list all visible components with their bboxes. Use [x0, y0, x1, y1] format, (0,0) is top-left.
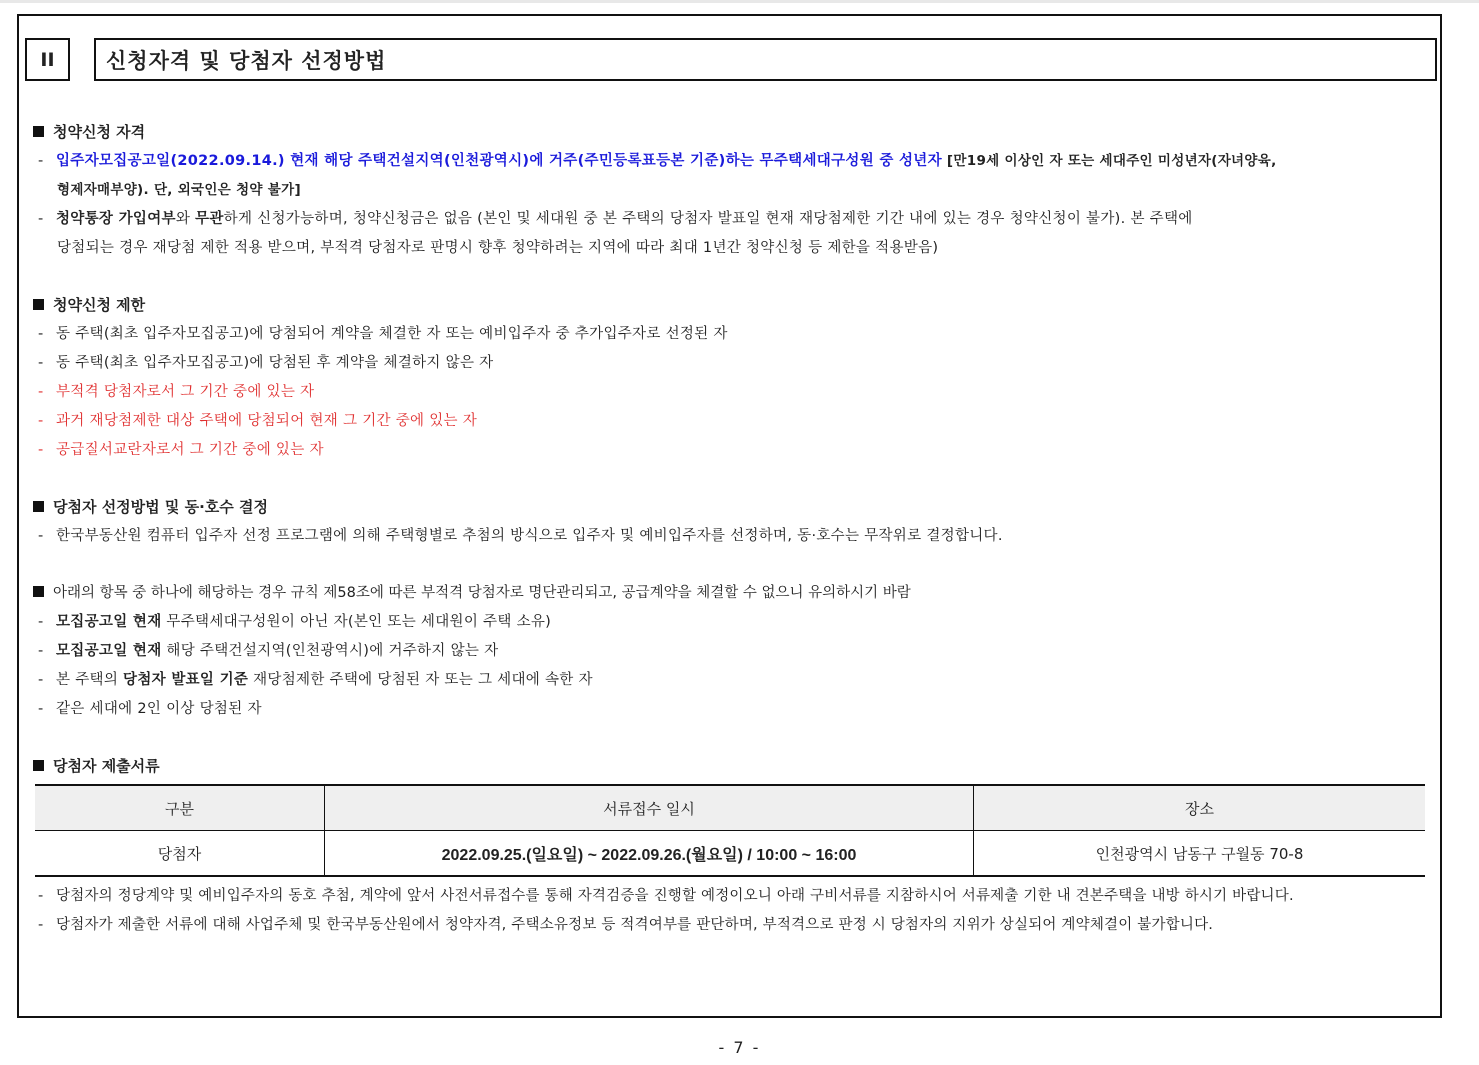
- list-item: - 입주자모집공고일(2022.09.14.) 현재 해당 주택건설지역(인천광역시)에 거주(주민등록표등본 기준)하는 무주택세대구성원 중 성년자 [만19세 이상인 자 또는 세대주인 미성년자(자녀양육,: [38, 153, 1277, 169]
- square-bullet-icon: [33, 501, 44, 512]
- list-item: - 같은 세대에 2인 이상 당첨된 자: [38, 701, 262, 717]
- square-bullet-icon: [33, 760, 44, 771]
- note-item: - 당첨자가 제출한 서류에 대해 사업주체 및 한국부동산원에서 청약자격, 주택소유정보 등 적격여부를 판단하며, 부적격으로 판정 시 당첨자의 지위가 상실되어 계약체결이 불가합니다.: [38, 917, 1214, 933]
- heading-ineligible: 아래의 항목 중 하나에 해당하는 경우 규칙 제58조에 따른 부적격 당첨자로 명단관리되고, 공급계약을 체결할 수 없으니 유의하시기 바람: [33, 579, 1423, 608]
- section-title: 신청자격 및 당첨자 선정방법: [94, 38, 1437, 81]
- square-bullet-icon: [33, 299, 44, 310]
- section-number: II: [25, 38, 70, 81]
- square-bullet-icon: [33, 586, 44, 597]
- list-item: - 모집공고일 현재 해당 주택건설지역(인천광역시)에 거주하지 않는 자: [38, 643, 499, 659]
- top-divider: [0, 0, 1479, 3]
- heading-selection: 당첨자 선정방법 및 동·호수 결정: [33, 493, 1423, 522]
- list-item: - 모집공고일 현재 무주택세대구성원이 아닌 자(본인 또는 세대원이 주택 소유): [38, 614, 552, 630]
- heading-restriction: 청약신청 제한: [33, 291, 1423, 320]
- square-bullet-icon: [33, 126, 44, 137]
- documents-notes: [33, 882, 1433, 940]
- list-item: - 한국부동산원 컴퓨터 입주자 선정 프로그램에 의해 주택형별로 추첨의 방식으로 입주자 및 예비입주자를 선정하며, 동·호수는 무작위로 결정합니다.: [38, 528, 1003, 544]
- table-header: 장소: [974, 785, 1426, 831]
- heading-eligibility: 청약신청 자격: [33, 118, 1423, 147]
- table-cell: 인천광역시 남동구 구월동 70-8: [974, 831, 1426, 877]
- list-item: - 부적격 당첨자로서 그 기간 중에 있는 자: [38, 384, 315, 400]
- documents-table: [35, 784, 1425, 877]
- page-number: - 7 -: [718, 1038, 761, 1057]
- list-item-continuation: 형제자매부양). 단, 외국인은 청약 불가]: [57, 182, 301, 198]
- list-item: - 공급질서교란자로서 그 기간 중에 있는 자: [38, 442, 324, 458]
- heading-documents: 당첨자 제출서류: [33, 752, 1423, 781]
- list-item: - 동 주택(최초 입주자모집공고)에 당첨된 후 계약을 체결하지 않은 자: [38, 355, 494, 371]
- list-item: - 청약통장 가입여부와 무관하게 신청가능하며, 청약신청금은 없음 (본인 및 세대원 중 본 주택의 당첨자 발표일 현재 재당첨제한 기간 내에 있는 경우 청약신청이 불가). 본 주택에: [38, 211, 1193, 227]
- table-cell: 2022.09.25.(일요일) ~ 2022.09.26.(월요일) / 10:00 ~ 16:00: [325, 831, 974, 877]
- document-body: [33, 118, 1423, 781]
- table-cell: 당첨자: [35, 831, 325, 877]
- list-item: - 본 주택의 당첨자 발표일 기준 재당첨제한 주택에 당첨된 자 또는 그 세대에 속한 자: [38, 672, 593, 688]
- table-row: [35, 831, 1425, 877]
- list-item-continuation: 당첨되는 경우 재당첨 제한 적용 받으며, 부적격 당첨자로 판명시 향후 청약하려는 지역에 따라 최대 1년간 청약신청 등 제한을 적용받음): [57, 240, 939, 256]
- list-item: - 과거 재당첨제한 대상 주택에 당첨되어 현재 그 기간 중에 있는 자: [38, 413, 478, 429]
- table-header: 서류접수 일시: [325, 785, 974, 831]
- note-item: - 당첨자의 정당계약 및 예비입주자의 동호 추첨, 계약에 앞서 사전서류접수를 통해 자격검증을 진행할 예정이오니 아래 구비서류를 지참하시어 서류제출 기한 내 견본주택을 내방 하시기 바랍니다.: [38, 888, 1294, 904]
- table-header: 구분: [35, 785, 325, 831]
- list-item: - 동 주택(최초 입주자모집공고)에 당첨되어 계약을 체결한 자 또는 예비입주자 중 추가입주자로 선정된 자: [38, 326, 728, 342]
